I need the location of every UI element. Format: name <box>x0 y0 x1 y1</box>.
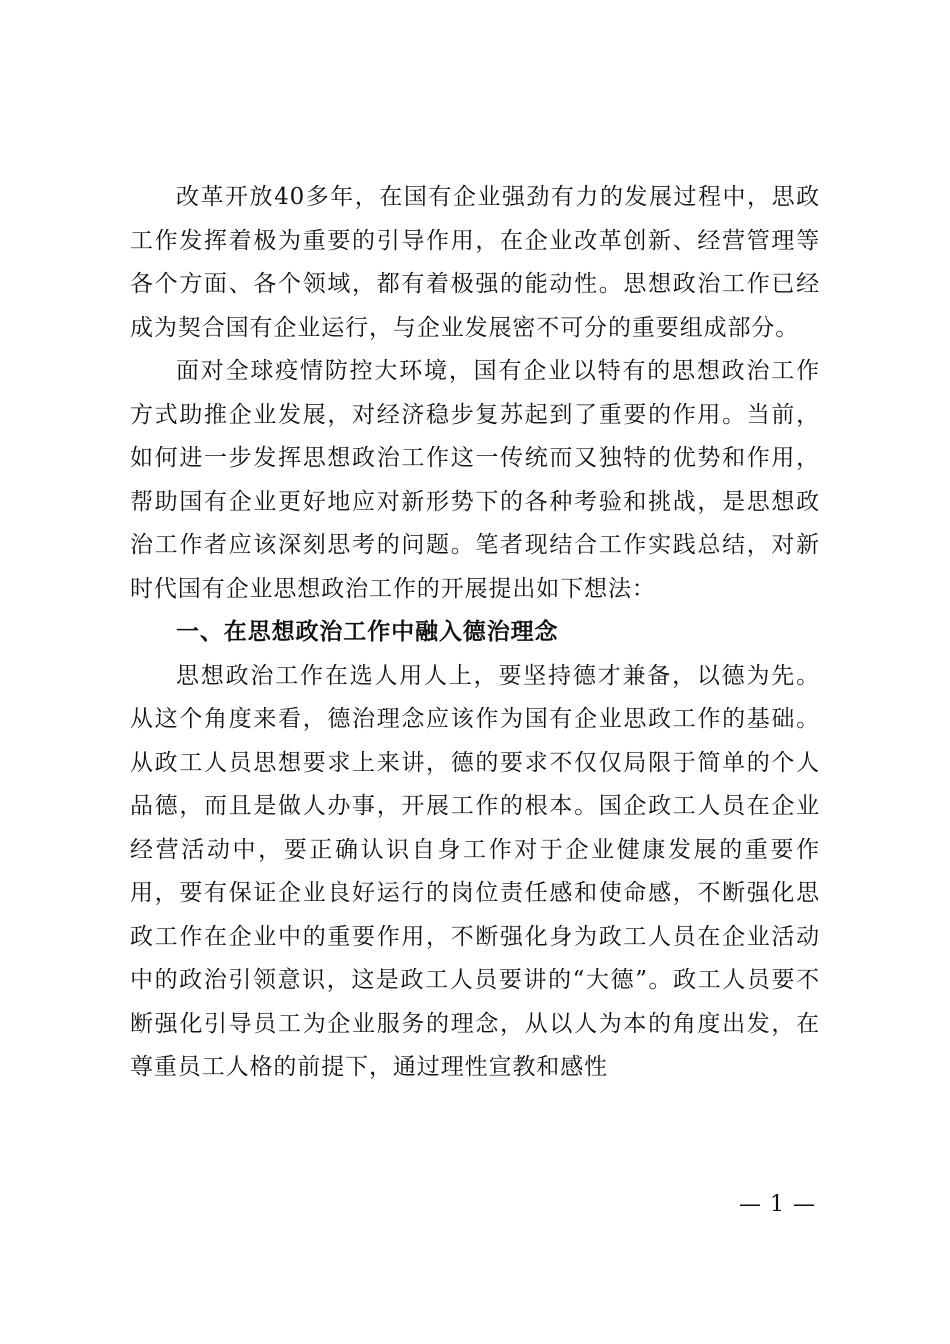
page-number: — 1 — <box>739 1192 816 1217</box>
intro-paragraph-2: 面对全球疫情防控大环境，国有企业以特有的思想政治工作方式助推企业发展，对经济稳步复苏起到了重要的作用。当前，如何进一步发挥思想政治工作这一传统而又独特的优势和作用，帮助国有企业更好地应对新形势下的各种考验和挑战，是思想政治工作者应该深刻思考的问题。笔者现结合工作实践总结，对新时代国有企业思想政治工作的开展提出如下想法： <box>130 358 820 602</box>
document-body <box>130 176 820 1090</box>
section-paragraph: 思想政治工作在选人用人上，要坚持德才兼备，以德为先。从这个角度来看，德治理念应该作为国有企业思政工作的基础。从政工人员思想要求上来讲，德的要求不仅仅局限于简单的个人品德，而且是做人办事，开展工作的根本。国企政工人员在企业经营活动中，要正确认识自身工作对于企业健康发展的重要作用，要有保证企业良好运行的岗位责任感和使命感，不断强化思政工作在企业中的重要作用，不断强化身为政工人员在企业活动中的政治引领意识，这是政工人员要讲的“大德”。政工人员要不断强化引导员工为企业服务的理念，从以人为本的角度出发，在尊重员工人格的前提下，通过理性宣教和感性 <box>130 662 820 1080</box>
section-heading: 一、在思想政治工作中融入德治理念 <box>176 619 559 645</box>
intro-paragraph-1: 改革开放40多年，在国有企业强劲有力的发展过程中，思政工作发挥着极为重要的引导作用，在企业改革创新、经营管理等各个方面、各个领域，都有着极强的能动性。思想政治工作已经成为契合国有企业运行，与企业发展密不可分的重要组成部分。 <box>130 184 820 341</box>
